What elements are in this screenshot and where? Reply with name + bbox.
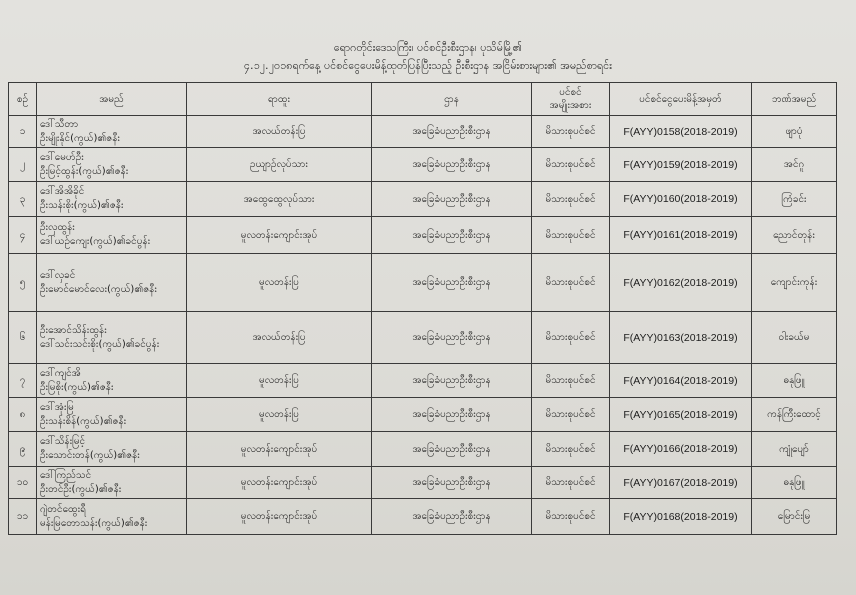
row-number: ၄ xyxy=(9,217,37,254)
row-number: ၁၀ xyxy=(9,467,37,499)
bank-cell: ဓနုဖြူ xyxy=(752,467,837,499)
table-header-row xyxy=(9,83,837,116)
bank-cell: ကန်ကြီးထောင့် xyxy=(752,398,837,432)
order-number-cell: F(AYY)0159(2018-2019) xyxy=(610,148,752,182)
pension-type-cell: မိသားစုပင်စင် xyxy=(532,254,610,312)
col-header-name: အမည် xyxy=(37,83,187,116)
table-row xyxy=(9,182,837,217)
pensioner-name-line1: ဒေါ်အုံးမြ xyxy=(40,401,74,413)
pensioner-name-line1: ဦးအောင်သိန်းထွန်း xyxy=(40,324,107,336)
row-number: ၅ xyxy=(9,254,37,312)
pensioner-name-line2: ဦးတင်ဦး(ကွယ်)၏ဇနီး xyxy=(40,483,122,495)
position-cell: မူလတန်းပြ xyxy=(187,254,372,312)
pensioner-name-line2: ဦးမြစိုး(ကွယ်)၏ဇနီး xyxy=(40,381,114,393)
pensioner-name-line2: ဦးသောင်းတန်(ကွယ်)၏ဇနီး xyxy=(40,450,140,461)
pensioner-name-line1: ဒေါ်မေဟ်ဦး xyxy=(40,151,84,163)
order-number-cell: F(AYY)0162(2018-2019) xyxy=(610,254,752,312)
pensioner-name-line2: ဒေါ်သင်းသင်းစိုး(ကွယ်)၏ခင်ပွန်း xyxy=(40,338,160,350)
row-number: ၈ xyxy=(9,398,37,432)
position-cell: ဉယျာဉ်လုပ်သား xyxy=(187,148,372,182)
order-number-cell: F(AYY)0160(2018-2019) xyxy=(610,182,752,217)
bank-cell: ကြံခင်း xyxy=(752,182,837,217)
order-number-cell: F(AYY)0166(2018-2019) xyxy=(610,432,752,467)
department-cell: အခြေခံပညာဦးစီးဌာန xyxy=(372,432,532,467)
department-cell: အခြေခံပညာဦးစီးဌာန xyxy=(372,467,532,499)
table-row xyxy=(9,364,837,398)
bank-cell: ညောင်တုန်း xyxy=(752,217,837,254)
col-header-order-number: ပင်စင်ငွေပေးမိန့်အမှတ် xyxy=(610,83,752,116)
table-row xyxy=(9,312,837,364)
department-cell: အခြေခံပညာဦးစီးဌာန xyxy=(372,182,532,217)
table-row xyxy=(9,499,837,535)
order-number-cell: F(AYY)0161(2018-2019) xyxy=(610,217,752,254)
pension-type-cell: မိသားစုပင်စင် xyxy=(532,312,610,364)
bank-cell: ဖျာပုံ xyxy=(752,116,837,148)
pensioner-name xyxy=(37,182,187,217)
table-row xyxy=(9,398,837,432)
department-cell: အခြေခံပညာဦးစီးဌာန xyxy=(372,499,532,535)
pension-type-cell: မိသားစုပင်စင် xyxy=(532,116,610,148)
table-row xyxy=(9,116,837,148)
pension-type-cell: မိသားစုပင်စင် xyxy=(532,364,610,398)
order-number-cell: F(AYY)0165(2018-2019) xyxy=(610,398,752,432)
pensioner-name xyxy=(37,467,187,499)
position-cell: မူလတန်းကျောင်းအုပ် xyxy=(187,499,372,535)
pension-type-cell: မိသားစုပင်စင် xyxy=(532,217,610,254)
order-number-cell: F(AYY)0158(2018-2019) xyxy=(610,116,752,148)
pension-type-cell: မိသားစုပင်စင် xyxy=(532,499,610,535)
pensioner-name-line2: ဦးသန်းစိန်(ကွယ်)၏ဇနီး xyxy=(40,415,127,427)
pensioner-name xyxy=(37,217,187,254)
pension-type-cell: မိသားစုပင်စင် xyxy=(532,432,610,467)
pensioner-name-line2: မန်းမြတောသန်း(ကွယ်)၏ဇနီး xyxy=(40,517,148,529)
pensioner-name-line1: ဦးလှထွန်း xyxy=(40,222,75,233)
position-cell: အလယ်တန်းပြ xyxy=(187,312,372,364)
position-cell: မူလတန်းပြ xyxy=(187,364,372,398)
document-heading-line2: ၄.၁၂.၂၀၁၈ရက်နေ့ ပင်စင်ငွေပေးမိန့်ထုတ်ပြန်ပြီးသည့် ဦးစီးဌာန အငြိမ်းစားများ၏ အမည်စာရင်း xyxy=(244,60,612,72)
pensioner-name xyxy=(37,148,187,182)
pension-type-cell: မိသားစုပင်စင် xyxy=(532,182,610,217)
col-header-pension-type: ပင်စင် အမျိုးအစား xyxy=(532,83,610,116)
row-number: ၇ xyxy=(9,364,37,398)
pensioner-name-line1: ဒေါ်အိအိခိုင် xyxy=(40,186,85,197)
pension-type-cell: မိသားစုပင်စင် xyxy=(532,398,610,432)
row-number: ၂ xyxy=(9,148,37,182)
position-cell: မူလတန်းပြ xyxy=(187,398,372,432)
row-number: ၉ xyxy=(9,432,37,467)
department-cell: အခြေခံပညာဦးစီးဌာန xyxy=(372,116,532,148)
department-cell: အခြေခံပညာဦးစီးဌာန xyxy=(372,398,532,432)
bank-cell: မြောင်းမြ xyxy=(752,499,837,535)
department-cell: အခြေခံပညာဦးစီးဌာန xyxy=(372,217,532,254)
position-cell: မူလတန်းကျောင်းအုပ် xyxy=(187,432,372,467)
row-number: ၁ xyxy=(9,116,37,148)
department-cell: အခြေခံပညာဦးစီးဌာန xyxy=(372,312,532,364)
pensioner-name xyxy=(37,116,187,148)
pensioner-name xyxy=(37,432,187,467)
table-row xyxy=(9,432,837,467)
pensioner-name xyxy=(37,398,187,432)
pension-type-cell: မိသားစုပင်စင် xyxy=(532,148,610,182)
pensioner-name-line1: ဒေါ်ကျင်အိ xyxy=(40,367,81,379)
position-cell: မူလတန်းကျောင်းအုပ် xyxy=(187,217,372,254)
table-row xyxy=(9,467,837,499)
order-number-cell: F(AYY)0163(2018-2019) xyxy=(610,312,752,364)
pensioner-name-line1: ဒေါ်သိန်းမြင့် xyxy=(40,436,86,447)
pensioner-name-line1: ဒေါ်ကြည်သင် xyxy=(40,469,92,481)
bank-cell: ဓနုဖြူ xyxy=(752,364,837,398)
position-cell: မူလတန်းကျောင်းအုပ် xyxy=(187,467,372,499)
document-heading-line1: ရောဂတိုင်းဒေသကြီး၊ ပင်စင်ဦးစီးဌာန၊ ပုသိမ်မြို့၏ xyxy=(333,42,523,54)
table-row xyxy=(9,148,837,182)
position-cell: အလယ်တန်းပြ xyxy=(187,116,372,148)
col-header-position: ရာထူး xyxy=(187,83,372,116)
row-number: ၁၁ xyxy=(9,499,37,535)
col-header-bank: ဘဏ်အမည် xyxy=(752,83,837,116)
pensioner-name-line2: ဦးသန်းစိုး(ကွယ်)၏ဇနီး xyxy=(40,200,124,211)
pensioner-name xyxy=(37,364,187,398)
bank-cell: အင်ဂူ xyxy=(752,148,837,182)
pensioner-name-line1: ဒေါ်လှခင် xyxy=(40,269,76,281)
pensioner-name xyxy=(37,499,187,535)
pensioner-name xyxy=(37,312,187,364)
table-row xyxy=(9,254,837,312)
col-header-department: ဌာန xyxy=(372,83,532,116)
bank-cell: ကျောင်းကုန်း xyxy=(752,254,837,312)
pensioner-name-line1: ဒေါ်သီတာ xyxy=(40,118,79,130)
table-row xyxy=(9,217,837,254)
pensioner-name-line2: ဒေါ်ယဉ်ကျေး(ကွယ်)၏ခင်ပွန်း xyxy=(40,236,151,247)
pensioner-name-line2: ဦးမျိုးနိုင်(ကွယ်)၏ဇနီး xyxy=(40,132,120,144)
order-number-cell: F(AYY)0167(2018-2019) xyxy=(610,467,752,499)
table-body xyxy=(9,116,837,535)
department-cell: အခြေခံပညာဦးစီးဌာန xyxy=(372,254,532,312)
pension-type-cell: မိသားစုပင်စင် xyxy=(532,467,610,499)
row-number: ၆ xyxy=(9,312,37,364)
order-number-cell: F(AYY)0168(2018-2019) xyxy=(610,499,752,535)
row-number: ၃ xyxy=(9,182,37,217)
order-number-cell: F(AYY)0164(2018-2019) xyxy=(610,364,752,398)
col-header-no: စဉ် xyxy=(9,83,37,116)
pensioner-name-line2: ဦးမြင့်ထွန်း(ကွယ်)၏ဇနီး xyxy=(40,165,129,177)
pensioner-name-line1: ဂျဲတင်ထွေးရီ xyxy=(40,503,86,515)
bank-cell: ဝါးခယ်မ xyxy=(752,312,837,364)
department-cell: အခြေခံပညာဦးစီးဌာန xyxy=(372,148,532,182)
position-cell: အထွေထွေလုပ်သား xyxy=(187,182,372,217)
pensioner-name xyxy=(37,254,187,312)
bank-cell: ကျုံပျော် xyxy=(752,432,837,467)
pension-table xyxy=(8,82,837,535)
pensioner-name-line2: ဦးမောင်မောင်လေး(ကွယ်)၏ဇနီး xyxy=(40,283,157,295)
department-cell: အခြေခံပညာဦးစီးဌာန xyxy=(372,364,532,398)
